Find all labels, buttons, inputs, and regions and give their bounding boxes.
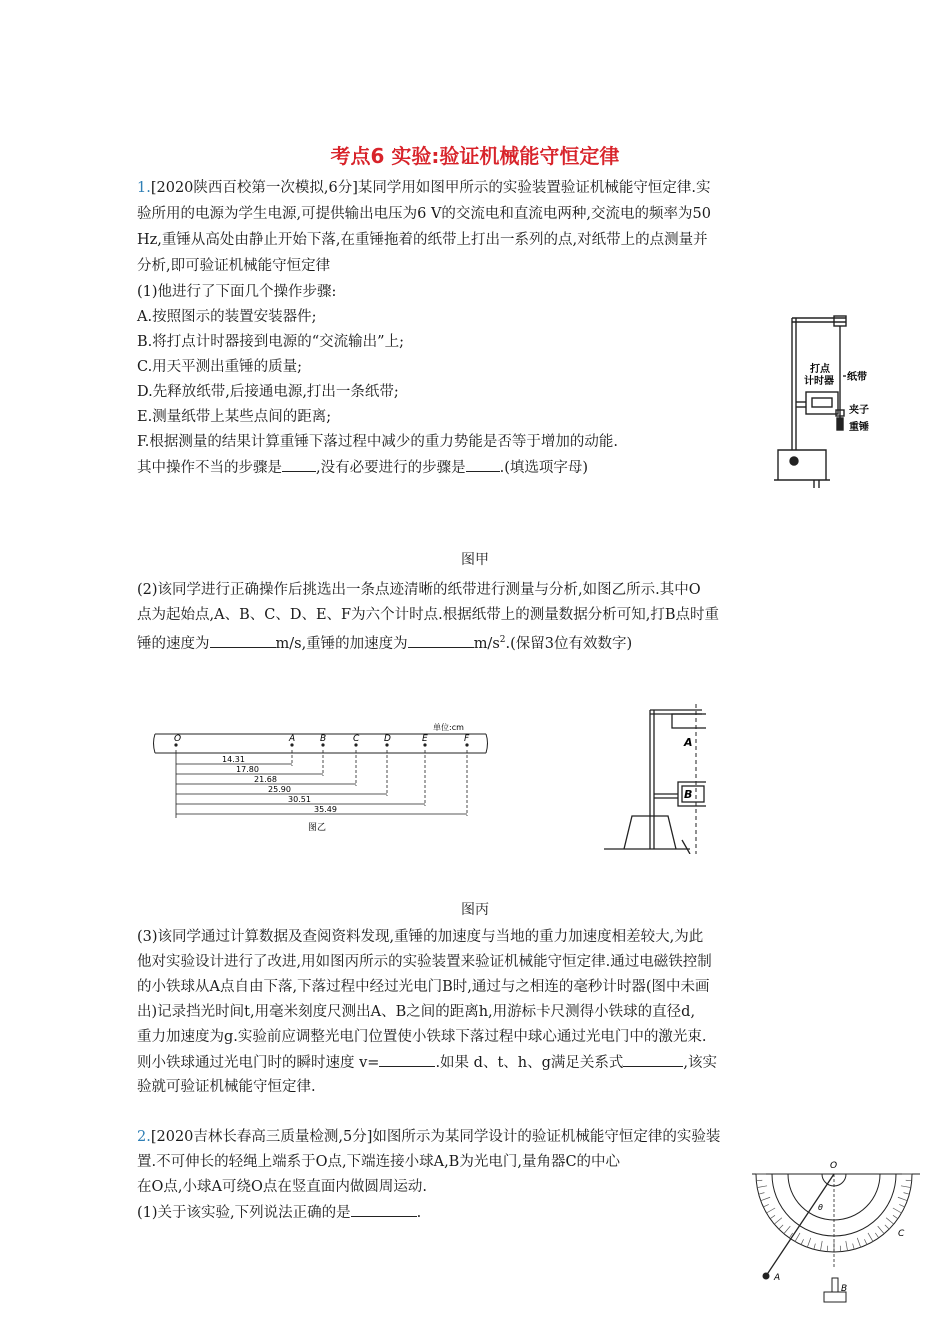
protractor-tick: [770, 1215, 775, 1218]
protractor-tick: [875, 1233, 878, 1238]
q1-part2-line-2: 点为起始点,A、B、C、D、E、F为六个计时点.根据纸带上的测量数据分析可知,打B点时重: [137, 607, 719, 623]
figure-protractor: [752, 1158, 920, 1338]
protractor-tick: [759, 1193, 765, 1195]
caption-bing: 图丙: [461, 902, 489, 918]
label-o: O: [830, 1161, 838, 1171]
q1-step-e: E.测量纸带上某些点间的距离;: [137, 409, 332, 425]
q1-part3-line-4: 出)记录挡光时间t,用毫米刻度尺测出A、B之间的距离h,用游标卡尺测得小铁球的直径d,: [137, 1004, 696, 1020]
q2-intro-line-1: 2.[2020吉林长春高三质量检测,5分]如图所示为某同学设计的验证机械能守恒定律的实验装: [137, 1129, 721, 1145]
label-weight: 重锤: [849, 422, 869, 433]
point-label-f: F: [464, 734, 470, 744]
page-title: 考点6 实验:验证机械能守恒定律: [330, 144, 620, 168]
caption-yi: 图乙: [308, 823, 327, 833]
point-label-e: E: [422, 734, 428, 744]
q1-step-f: F.根据测量的结果计算重锤下落过程中减少的重力势能是否等于增加的动能.: [137, 434, 619, 450]
protractor-tick: [795, 1233, 800, 1242]
q1-step-b: B.将打点计时器接到电源的“交流输出”上;: [137, 334, 404, 350]
distance-d: 25.90: [268, 785, 291, 794]
protractor-tick: [840, 1246, 841, 1252]
protractor-tick: [784, 1226, 790, 1234]
q1-intro-line-2: 验所用的电源为学生电源,可提供输出电压为6 V的交流电和直流电两种,交流电的频率为50: [137, 206, 711, 222]
label-timer-2: 计时器: [804, 376, 834, 387]
q1-step-a: A.按照图示的装置安装器件;: [137, 309, 317, 325]
protractor-tick: [814, 1244, 816, 1250]
label-c: C: [898, 1229, 905, 1239]
protractor-tick: [904, 1193, 910, 1195]
protractor-tick: [893, 1215, 898, 1218]
distance-b: 17.80: [236, 765, 259, 774]
q1-part3-last: 验就可验证机械能守恒定律.: [137, 1079, 316, 1095]
q1-part1-question: 其中操作不当的步骤是 ,没有必要进行的步骤是 .(填选项字母): [137, 455, 588, 480]
protractor-tick: [757, 1186, 767, 1188]
q1-intro-line-4: 分析,即可验证机械能守恒定律: [137, 258, 331, 274]
point-label-b: B: [320, 734, 327, 744]
answer-blank[interactable]: [623, 1050, 683, 1067]
q2-part1-question: (1)关于该实验,下列说法正确的是 .: [137, 1200, 421, 1225]
label-a: A: [774, 1273, 781, 1283]
tape-unit: 单位:cm: [433, 723, 464, 732]
q1-part1-line: (1)他进行了下面几个操作步骤:: [137, 284, 337, 300]
point-label-o: O: [174, 734, 182, 744]
protractor-tick: [893, 1208, 902, 1213]
point-label-a: A: [684, 736, 693, 749]
point-label-b: B: [684, 788, 693, 801]
caption-jia: 图甲: [461, 552, 489, 568]
q2-intro-line-2: 置.不可伸长的轻绳上端系于O点,下端连接小球A,B为光电门,量角器C的中心: [137, 1154, 621, 1170]
label-tape: 纸带: [847, 372, 867, 383]
protractor-tick: [906, 1180, 912, 1181]
distance-a: 14.31: [222, 755, 245, 764]
protractor-tick: [853, 1244, 855, 1250]
q1-part3-line-2: 他对实验设计进行了改进,用如图丙所示的实验装置来验证机械能守恒定律.通过电磁铁控制: [137, 954, 712, 970]
protractor-tick: [820, 1241, 822, 1251]
protractor-tick: [898, 1197, 907, 1200]
q1-part3-line-3: 的小铁球从A点自由下落,下落过程中经过光电门B时,通过与之相连的毫秒计时器(图中未画: [137, 979, 710, 995]
answer-blank[interactable]: [351, 1200, 417, 1217]
distance-e: 30.51: [288, 795, 311, 804]
answer-blank[interactable]: [379, 1050, 435, 1067]
protractor-tick: [766, 1208, 775, 1213]
label-b: B: [841, 1284, 848, 1294]
answer-blank[interactable]: [466, 455, 500, 472]
figure-jia: [770, 310, 880, 490]
protractor-tick: [756, 1180, 762, 1181]
point-label-c: C: [353, 734, 360, 744]
label-clip: 夹子: [849, 405, 869, 416]
figure-yi: [150, 718, 490, 836]
answer-blank[interactable]: [282, 455, 316, 472]
protractor-tick: [864, 1239, 867, 1244]
q1-part2-question: 锤的速度为 m/s,重锤的加速度为 $m/s^2$.(保留3位有效数字): [137, 628, 632, 656]
protractor-tick: [846, 1241, 848, 1251]
protractor-tick: [878, 1226, 884, 1234]
label-timer: 打点: [810, 364, 830, 375]
answer-blank[interactable]: [408, 631, 474, 648]
q1-part3-line-1: (3)该同学通过计算数据及查阅资料发现,重锤的加速度与当地的重力加速度相差较大,为此: [137, 929, 704, 945]
q1-part3-question: 则小铁球通过光电门时的瞬时速度 v= .如果 d、t、h、g满足关系式 ,该实: [137, 1050, 717, 1075]
q2-intro-line-3: 在O点,小球A可绕O点在竖直面内做圆周运动.: [137, 1179, 427, 1195]
point-label-a: A: [289, 734, 296, 744]
answer-blank[interactable]: [210, 631, 276, 648]
q1-intro-line-3: Hz,重锤从高处由静止开始下落,在重锤拖着的纸带上打出一系列的点,对纸带上的点测量并: [137, 232, 708, 248]
protractor-tick: [885, 1225, 889, 1229]
protractor-tick: [801, 1239, 804, 1244]
protractor-tick: [774, 1218, 782, 1224]
protractor-tick: [779, 1225, 783, 1229]
q1-intro-line-1: 1.[2020陕西百校第一次模拟,6分]某同学用如图甲所示的实验装置验证机械能守恒定律.实: [137, 180, 711, 196]
distance-f: 35.49: [314, 805, 337, 814]
q1-part3-line-5: 重力加速度为g.实验前应调整光电门位置使小铁球下落过程中球心通过光电门中的激光束.: [137, 1029, 707, 1045]
ball-a-icon: [763, 1273, 770, 1280]
point-label-d: D: [384, 734, 391, 744]
figure-bing: [604, 704, 706, 854]
protractor-tick: [857, 1238, 860, 1247]
protractor-tick: [763, 1204, 768, 1207]
q1-step-c: C.用天平测出重锤的质量;: [137, 359, 303, 375]
protractor-tick: [868, 1233, 873, 1242]
q1-step-d: D.先释放纸带,后接通电源,打出一条纸带;: [137, 384, 399, 400]
distance-c: 21.68: [254, 775, 277, 784]
protractor-tick: [827, 1246, 828, 1252]
protractor-tick: [761, 1197, 770, 1200]
protractor-tick: [899, 1204, 904, 1207]
protractor-tick: [901, 1186, 911, 1188]
q1-part2-line-1: (2)该同学进行正确操作后挑选出一条点迹清晰的纸带进行测量与分析,如图乙所示.其中O: [137, 582, 701, 598]
q1-number: 1.: [137, 180, 151, 196]
label-theta: θ: [818, 1203, 823, 1212]
protractor-tick: [886, 1218, 894, 1224]
protractor-tick: [807, 1238, 810, 1247]
q2-number: 2.: [137, 1129, 151, 1145]
